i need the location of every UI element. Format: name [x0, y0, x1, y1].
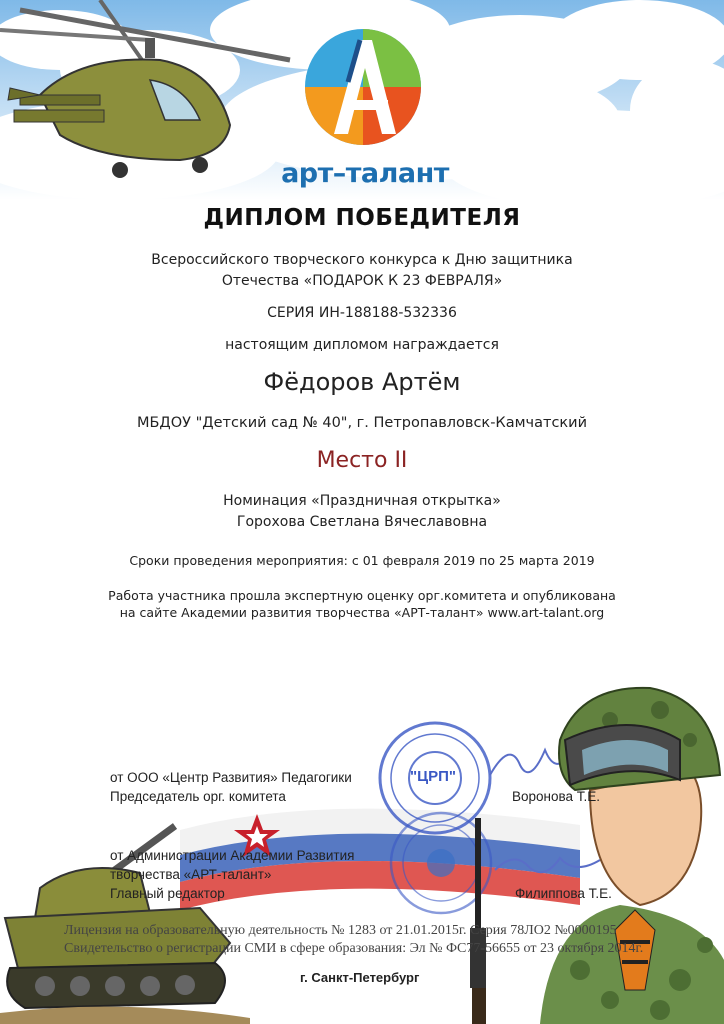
contest-line-1: Всероссийского творческого конкурса к Дню защитника	[151, 252, 573, 268]
organization: МБДОУ "Детский сад № 40", г. Петропавловск-Камчатский	[136, 415, 588, 431]
review-line-2: на сайте Академии развития творчества «АРТ-талант» www.art-talant.org	[119, 605, 605, 620]
org1-line-2: Председатель орг. комитета	[110, 789, 286, 804]
license-line-1: Лицензия на образовательную деятельность № 1283 от 21.01.2015г. Серия 78ЛО2 №0000195	[64, 923, 617, 938]
series-number: СЕРИЯ ИН-188188-532336	[267, 305, 457, 321]
review-line-1: Работа участника прошла экспертную оценку орг.комитета и опубликована	[108, 588, 616, 603]
teacher-name: Горохова Светлана Вячеславовна	[236, 514, 488, 530]
helicopter-illustration	[0, 0, 300, 190]
art-talant-logo-icon	[298, 22, 428, 152]
brand-name: арт–талант	[281, 158, 449, 189]
contest-line-2: Отечества «ПОДАРОК К 23 ФЕВРАЛЯ»	[221, 273, 503, 289]
city: г. Санкт-Петербург	[300, 970, 420, 985]
rifle-illustration	[458, 818, 498, 1024]
place-award: Место II	[316, 448, 408, 473]
recipient-name: Фёдоров Артём	[263, 368, 461, 396]
stamp-label: "ЦРП"	[410, 768, 456, 785]
event-dates: Сроки проведения мероприятия: с 01 февраля 2019 по 25 марта 2019	[129, 553, 595, 568]
signature-block-1	[110, 768, 352, 806]
org2-line-3: Главный редактор	[110, 886, 225, 901]
org2-person: Филиппова Т.Е.	[515, 886, 612, 901]
soldier-illustration	[520, 680, 724, 1024]
signature-block-2	[110, 846, 354, 903]
org1-person: Воронова Т.Е.	[512, 789, 601, 804]
org1-line-1: от ООО «Центр Развития» Педагогики	[110, 770, 352, 785]
org2-line-1: от Администрации Академии Развития	[110, 848, 355, 863]
awarded-text: настоящим дипломом награждается	[225, 337, 499, 353]
diploma-title: ДИПЛОМ ПОБЕДИТЕЛЯ	[203, 205, 521, 231]
license-line-2: Свидетельство о регистрации СМИ в сфере образования: Эл № ФС77-56655 от 23 октября 2014г.	[64, 941, 644, 956]
org2-line-2: творчества «АРТ-талант»	[110, 867, 272, 882]
nomination: Номинация «Праздничная открытка»	[223, 493, 501, 509]
